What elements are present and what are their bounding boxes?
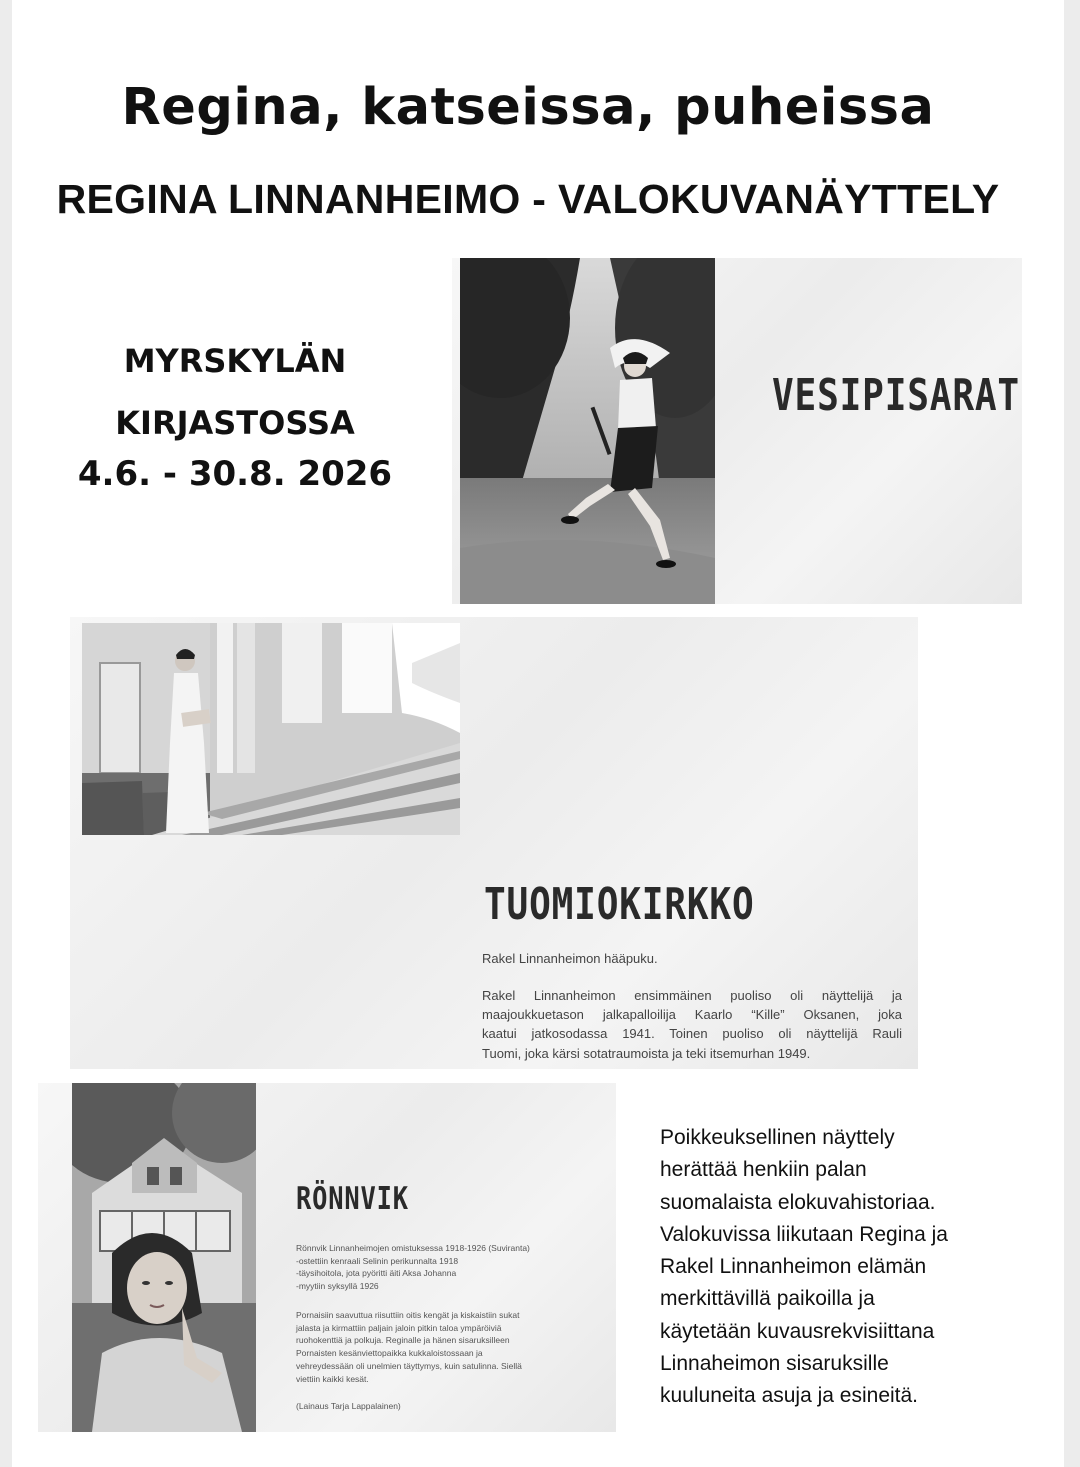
- description-line: Valokuvissa liikutaan Regina ja: [660, 1222, 948, 1246]
- slide-ronnvik-story-line: viettiin kaikki kesät.: [296, 1373, 369, 1384]
- slide-ronnvik-fact: -täysihoitola, jota pyöritti äiti Aksa Johanna: [296, 1268, 457, 1279]
- slide-tuomiokirkko: [70, 617, 918, 1069]
- description-line: merkittävillä paikoilla ja: [660, 1287, 875, 1311]
- photo-running-woman-image: [460, 258, 715, 604]
- slide-ronnvik-story: [296, 1309, 522, 1385]
- description-line: Poikkeuksellinen näyttely: [660, 1126, 895, 1149]
- slide-ronnvik-story-line: Pornaisten kesänviettopaikka kukkaloistossaan ja: [296, 1348, 483, 1359]
- exhibition-dates: 4.6. - 30.8. 2026: [77, 454, 393, 494]
- slide-tuomiokirkko-line: Tuomi, joka kärsi sotatraumoista ja teki itsemurhan 1949.: [482, 1045, 811, 1061]
- slide-ronnvik-story-line: jalasta ja kirmattiin paljain jaloin pitkin taloa ympäröiviä: [296, 1322, 502, 1333]
- photo-woman-on-lawn-image: [72, 1083, 256, 1432]
- page-subtitle: REGINA LINNANHEIMO - VALOKUVANÄYTTELY: [56, 176, 1000, 222]
- slide-tuomiokirkko-caption: Rakel Linnanheimon hääpuku.: [482, 951, 658, 966]
- slide-ronnvik-story-line: ruohokenttiä ja polkuja. Reginalle ja hänen sisaruksilleen: [296, 1335, 510, 1346]
- slide-ronnvik: [38, 1083, 616, 1432]
- slide-tuomiokirkko-body: [482, 986, 902, 1063]
- slide-ronnvik-fact: -myytiin syksyllä 1926: [296, 1281, 379, 1292]
- description-line: Linnaheimon sisaruksille: [660, 1352, 889, 1376]
- description-line: herättää henkiin palan: [660, 1158, 867, 1182]
- page-title: Regina, katseissa, puheissa: [121, 78, 935, 137]
- description-line: suomalaista elokuvahistoriaa.: [660, 1190, 936, 1214]
- photo-woman-on-lawn: [72, 1083, 256, 1432]
- slide-tuomiokirkko-heading: TUOMIOKIRKKO: [484, 879, 755, 930]
- slide-vesipisarat-heading: VESIPISARAT: [772, 370, 1020, 421]
- slide-tuomiokirkko-line: maajoukkuetason jalkapalloilija Kaarlo “Kille” Oksanen, joka: [482, 1007, 902, 1023]
- photo-wedding-dress-image: [82, 623, 460, 835]
- venue-block: [60, 330, 410, 454]
- slide-ronnvik-story-line: vehreydessään oli unelmien täyttymys, kuin satulinna. Siellä: [296, 1360, 522, 1371]
- slide-ronnvik-credit: (Lainaus Tarja Lappalainen): [296, 1401, 401, 1411]
- slide-tuomiokirkko-line: kaatui jatkosodassa 1941. Toinen puoliso oli näyttelijä Rauli: [482, 1026, 902, 1042]
- venue-line-2: KIRJASTOSSA: [115, 404, 355, 442]
- slide-ronnvik-story-line: Pornaisiin saavuttua riisuttiin oitis kengät ja kiskaistiin sukat: [296, 1310, 520, 1320]
- description-line: kuuluneita asuja ja esineitä.: [660, 1384, 919, 1408]
- slide-ronnvik-facts: [296, 1242, 530, 1293]
- slide-ronnvik-heading: RÖNNVIK: [296, 1181, 409, 1217]
- exhibition-description: [660, 1122, 1000, 1413]
- venue-line-1: MYRSKYLÄN: [123, 342, 347, 380]
- photo-wedding-dress: [82, 623, 460, 835]
- slide-tuomiokirkko-line: Rakel Linnanheimon ensimmäinen puoliso oli näyttelijä ja: [482, 988, 902, 1003]
- description-line: Rakel Linnanheimon elämän: [660, 1255, 927, 1279]
- slide-vesipisarat: [452, 258, 1022, 604]
- slide-ronnvik-fact: Rönnvik Linnanheimojen omistuksessa 1918-1926 (Suviranta): [296, 1243, 530, 1253]
- description-line: käytetään kuvausrekvisiittana: [660, 1319, 935, 1343]
- slide-ronnvik-fact: -ostettiin kenraali Selinin perikunnalta 1918: [296, 1255, 459, 1266]
- photo-running-woman: [460, 258, 715, 604]
